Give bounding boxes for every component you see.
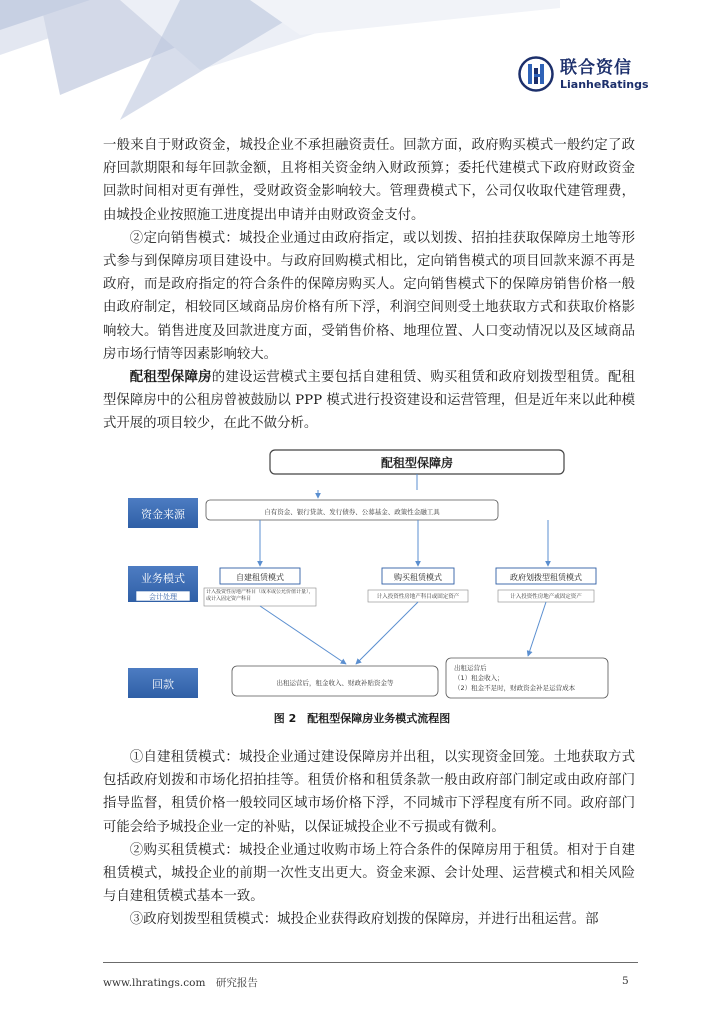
lianhe-logo-icon <box>518 56 554 92</box>
accounting-note-self-built: 计入投资性房地产科目（成本或公允价值计量），或计入固定资产科目 <box>206 589 314 602</box>
body-text-top <box>103 134 635 436</box>
brand-logo <box>518 56 649 92</box>
diagram-title: 配租型保障房 <box>380 456 454 470</box>
rental-housing-text: 的建设运营模式主要包括自建租赁、购买租赁和政府划拨型租赁。配租型保障房中的公租房曾被鼓励以 PPP 模式进行投资建设和运营管理，但是近年来以此种模式开展的项目较少，在此不做分析。 <box>103 370 635 432</box>
paragraph-allocated-rental: ③政府划拨型租赁模式：城投企业获得政府划拨的保障房，并进行出租运营。部 <box>129 912 599 928</box>
label-repayment: 回款 <box>152 678 174 691</box>
accounting-note-purchase: 计入投资性房地产科目或固定资产 <box>376 594 460 600</box>
footer-site: www.lhratings.com 研究报告 <box>103 977 258 989</box>
paragraph-directed-sales: ②定向销售模式：城投企业通过由政府指定，或以划拨、招拍挂获取保障房土地等形式参与到保障房项目建设中。与政府回购模式相比，定向销售模式的项目回款来源不再是政府，而是政府指定的符合条件的保障房购买人。定向销售模式下的保障房销售价格一般由政府制定，相较同区域商品房价格有所下浮，利润空间则受土地获取方式和获取价格影响较大。销售进度及回款进度方面，受销售价格、地理位置、人口变动情况以及区域商品房市场行情等因素影响较大。 <box>103 230 635 362</box>
rental-housing-term: 配租型保障房 <box>129 369 212 386</box>
paragraph-purchase-rental: ②购买租赁模式：城投企业通过收购市场上符合条件的保障房用于租赁。相对于自建租赁模式，城投企业的前期一次性支出更大。资金来源、会计处理、运营模式和相关风险与自建租赁模式基本一致。 <box>103 842 635 905</box>
rental-housing-flow-diagram <box>128 448 610 702</box>
logo-chinese-name: 联合资信 <box>560 57 632 78</box>
funding-sources: 自有资金、银行贷款、发行债券、公募基金、政策性金融工具 <box>264 508 440 516</box>
footer-divider <box>103 962 638 963</box>
repayment-right-line1: （1）租金收入； <box>454 674 504 682</box>
repayment-right-head: 出租运营后 <box>454 664 487 672</box>
accounting-note-allocated: 计入投资性房地产或固定资产 <box>510 594 582 600</box>
paragraph-government-funding: 一般来自于财政资金，城投企业不承担融资责任。回款方面，政府购买模式一般约定了政府回款期限和每年回款金额，且将相关资金纳入财政预算；委托代建模式下政府财政资金回款时间相对更有弹性，受财政资金影响较大。管理费模式下，公司仅收取代建管理费，由城投企业按照施工进度提出申请并由财政资金支付。 <box>103 138 635 223</box>
paragraph-self-built-rental: ①自建租赁模式：城投企业通过建设保障房并出租，以实现资金回笼。土地获取方式包括政府划拨和市场化招拍挂等。租赁价格和租赁条款一般由政府部门制定或由政府部门指导监督，租赁价格一般较同区域市场价格下浮，不同城市下浮程度有所不同。政府部门可能会给予城投企业一定的补贴，以保证城投企业不亏损或有微利。 <box>103 750 635 835</box>
label-business: 业务模式 <box>141 572 185 585</box>
label-accounting: 会计处理 <box>149 593 177 601</box>
repayment-right-line2: （2）租金不足时，财政资金补足运营成本 <box>454 684 576 692</box>
label-funding: 资金来源 <box>141 508 185 521</box>
mode-allocated: 政府划拨型租赁模式 <box>510 573 582 582</box>
mode-purchase: 购买租赁模式 <box>394 573 442 582</box>
page-number: 5 <box>622 975 629 987</box>
mode-self-built: 自建租赁模式 <box>236 573 284 582</box>
logo-english-name: LianheRatings <box>560 77 649 91</box>
figure-caption: 图 2 配租型保障房业务模式流程图 <box>273 712 451 725</box>
paragraph-rental-housing <box>103 366 635 436</box>
repayment-left: 出租运营后，租金收入、财政补贴资金等 <box>276 679 394 687</box>
body-text-bottom <box>103 746 635 932</box>
